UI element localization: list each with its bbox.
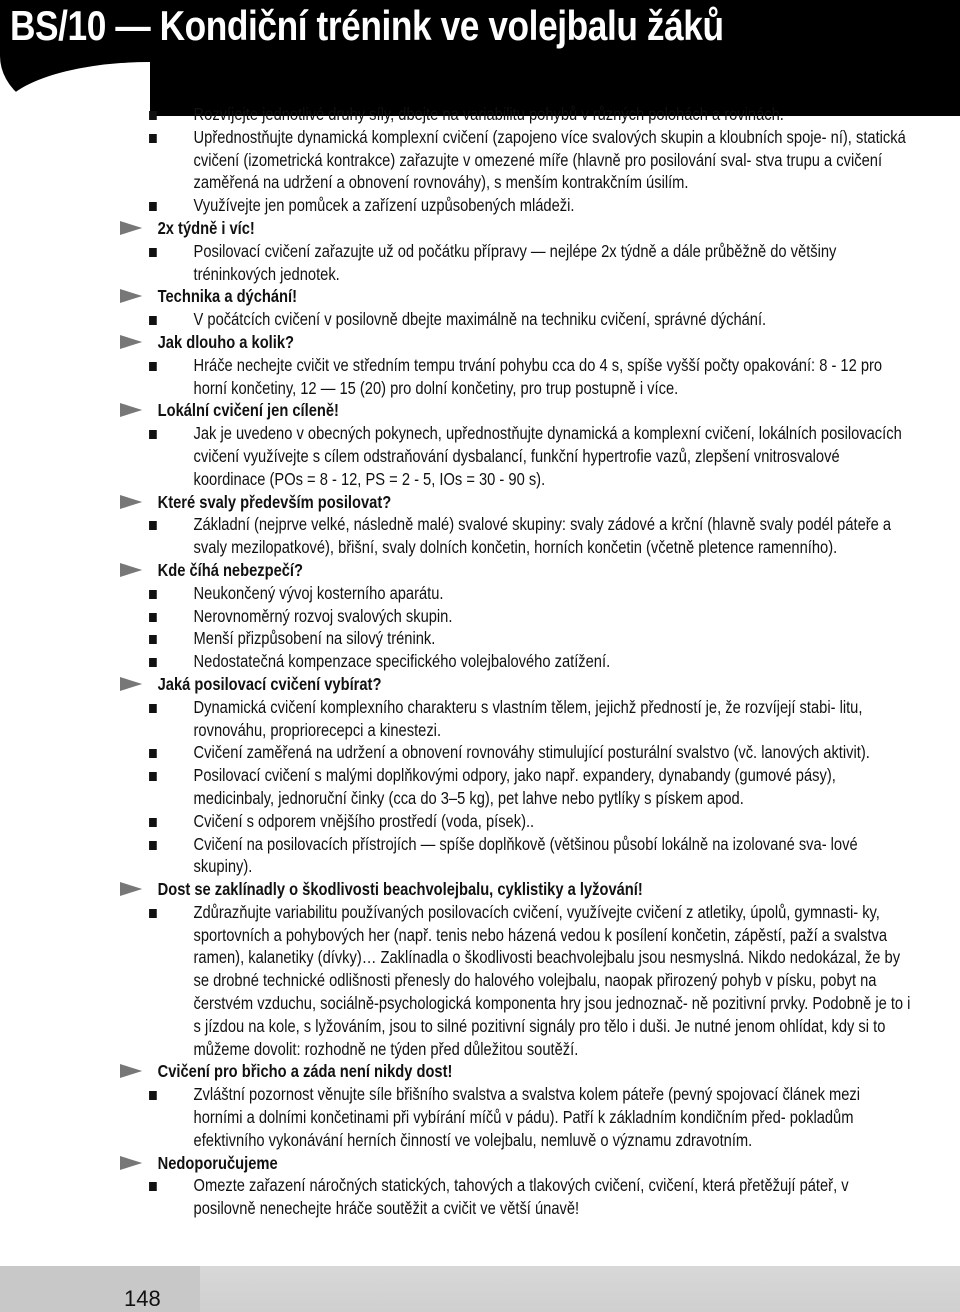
arrow-right-icon [120,563,142,577]
heading-text: Cvičení pro břicho a záda není nikdy dost! [157,1061,453,1082]
arrow-right-icon [120,403,142,417]
section-heading [120,1152,911,1175]
bullet-text: Základní (nejprve velké, následně malé) svalové skupiny: svaly zádové a krční (hlavně svaly podél páteře a svaly mezilopatkové), břišní, svaly dolních končetin, horních končetin (včetně pletence ramenního). [193,514,892,558]
square-bullet-icon [149,1091,157,1100]
bullet-item [120,627,911,650]
page-title: BS/10 — Kondiční trénink ve volejbalu žáků [10,2,724,49]
bullet-item [120,194,911,217]
square-bullet-icon [149,909,157,918]
square-bullet-icon [149,248,157,257]
square-bullet-icon [149,430,157,439]
section-heading [120,399,911,422]
arrow-right-icon [120,882,142,896]
square-bullet-icon [149,521,157,530]
bullet-item [120,513,911,559]
bullet-text: Upřednostňujte dynamická komplexní cvičení (zapojeno více svalových skupin a kloubních spoje- ní), statická cvičení (izometrická kontrakce) zařazujte v omezené míře (hlavně pro posilování sval- stva trupu a cvičení zaměřená na udržení a obnovení rovnováhy), s menším kontrakčním úsilím. [193,126,906,193]
square-bullet-icon [149,202,157,211]
heading-text: Které svaly především posilovat? [157,491,392,512]
bullet-text: Cvičení na posilovacích přístrojích — spíše doplňkově (většinou působí lokálně na izolované sva- lové skupiny). [193,833,858,877]
square-bullet-icon [149,134,157,143]
arrow-right-icon [120,335,142,349]
square-bullet-icon [149,749,157,758]
square-bullet-icon [149,362,157,371]
bullet-item [120,833,911,879]
bullet-item [120,650,911,673]
bullet-text: V počátcích cvičení v posilovně dbejte maximálně na techniku cvičení, správné dýchání. [193,309,767,330]
heading-text: Jak dlouho a kolik? [157,331,294,352]
section-heading [120,331,911,354]
bullet-text: Zdůrazňujte variabilitu používaných posilovacích cvičení, využívejte cvičení z atletiky, úpolů, gymnasti- ky, sportovních a pohybových her (např. tenis nebo házená vedou k posílení končetin, zápěstí, paží a svalstva ramen), kalanetiky (dívky)… Zaklínadla o škodlivosti beachvolejbalu jsou nesmyslná. Nikdo nedokázal, že by se drobné technické odlišnosti přenesly do halového volejbalu, naopak přirozený pohyb v písku, pobyt na čerstvém vzduchu, sociálně-psychologická komponenta hry jsou jednoznač- ně pozitivní prvky. Podobně je to i s jízdou na kole, s lyžováním, jsou to silné pozitivní signály pro tělo i duši. Je nutné jenom ohlídat, kdy si to můžeme dovolit: rozhodně ne týden před důležitou soutěží. [193,901,911,1059]
heading-text: Jaká posilovací cvičení vybírat? [157,673,382,694]
bullet-text: Posilovací cvičení zařazujte už od počátku přípravy — nejlépe 2x týdně a dále průběžně do většiny tréninkových jednotek. [193,240,837,284]
bullet-item [120,103,911,126]
square-bullet-icon [149,316,157,325]
arrow-right-icon [120,221,142,235]
bullet-text: Neukončený vývoj kosterního aparátu. [193,582,444,603]
bullet-item [120,354,911,400]
arrow-right-icon [120,677,142,691]
square-bullet-icon [149,818,157,827]
bullet-item [120,696,911,742]
bullet-text: Menší přizpůsobení na silový trénink. [193,628,436,649]
footer-tab [0,1266,200,1312]
bullet-item [120,308,911,331]
arrow-right-icon [120,289,142,303]
bullet-text: Využívejte jen pomůcek a zařízení uzpůsobených mládeži. [193,195,575,216]
bullet-text: Cvičení s odporem vnějšího prostředí (voda, písek).. [193,810,535,831]
bullet-text: Nedostatečná kompenzace specifického volejbalového zatížení. [193,651,611,672]
bullet-item [120,1083,911,1151]
heading-text: Kde číhá nebezpečí? [157,559,303,580]
bullet-item [120,605,911,628]
section-heading [120,878,911,901]
bullet-item [120,1174,911,1220]
section-heading [120,1060,911,1083]
square-bullet-icon [149,1182,157,1191]
bullet-item [120,764,911,810]
square-bullet-icon [149,841,157,850]
heading-text: Technika a dýchání! [157,286,297,307]
bullet-text: Omezte zařazení náročných statických, tahových a tlakových cvičení, cvičení, která přetěžují páteř, v posilovně nenechejte hráče soutěžit a cvičit ve větší únavě! [193,1175,849,1219]
bullet-item [120,422,911,490]
bullet-item [120,582,911,605]
section-heading [120,559,911,582]
heading-text: Nedoporučujeme [157,1152,278,1173]
section-heading [120,285,911,308]
section-heading [120,217,911,240]
bullet-item [120,240,911,286]
square-bullet-icon [149,590,157,599]
bullet-text: Posilovací cvičení s malými doplňkovými odpory, jako např. expandery, dynabandy (gumové pásy), medicinbaly, jednoruční činky (cca do 3–5 kg), pet lahve nebo pytlíky s pískem apod. [193,765,836,808]
section-heading [120,491,911,514]
page-number: 148 [124,1286,161,1311]
bullet-text: Dynamická cvičení komplexního charakteru s vlastním tělem, jejichž předností je, že rozvíjejí stabi- litu, rovnováhu, propriorecepci a kinestezi. [193,696,863,740]
bullet-text: Cvičení zaměřená na udržení a obnovení rovnováhy stimulující posturální svalstvo (vč. lanových aktivit). [193,742,870,763]
bullet-item [120,810,911,833]
bullet-item [120,741,911,764]
square-bullet-icon [149,772,157,781]
bullet-text: Nerovnoměrný rozvoj svalových skupin. [193,605,453,626]
heading-text: Lokální cvičení jen cíleně! [157,400,339,421]
article-body [120,103,920,1220]
square-bullet-icon [149,635,157,644]
arrow-right-icon [120,495,142,509]
square-bullet-icon [149,613,157,622]
arrow-right-icon [120,1156,142,1170]
bullet-text: Rozvíjejte jednotlivé druhy síly, dbejte na variabilitu pohybů v různých polohách a rovinách. [193,104,784,124]
square-bullet-icon [149,111,157,120]
bullet-text: Zvláštní pozornost věnujte síle břišního svalstva a svalstva kolem páteře (pevný spojovací článek mezi horními a dolními končetinami při vybírání míčů v pádu). Patří k základním kondičním před- pokladům efektivního vykonávání herních činností ve volejbalu, nemluvě o významu zdravotním. [193,1084,861,1150]
page-header-band [0,0,960,116]
arrow-right-icon [120,1064,142,1078]
square-bullet-icon [149,658,157,667]
bullet-item [120,901,911,1061]
section-heading [120,673,911,696]
square-bullet-icon [149,704,157,713]
bullet-text: Hráče nechejte cvičit ve středním tempu trvání pohybu cca do 4 s, spíše vyšší počty opakování: 8 - 12 pro horní končetiny, 12 — 15 (20) pro dolní končetiny, pro trup postupně i více. [193,354,883,398]
bullet-text: Jak je uvedeno v obecných pokynech, upřednostňujte dynamická a komplexní cvičení, lokálních posilovacích cvičení využívejte s cílem odstraňování dysbalancí, funkční hypertrofie vazů, zlepšení vnitrosvalové koordinace (POs = 8 - 12, PS = 2 - 5, IOs = 30 - 90 s). [193,423,902,489]
heading-text: 2x týdně i víc! [157,217,255,238]
content-column [120,103,911,1220]
bullet-item [120,126,911,194]
heading-text: Dost se zaklínadly o škodlivosti beachvolejbalu, cyklistiky a lyžování! [157,879,643,900]
